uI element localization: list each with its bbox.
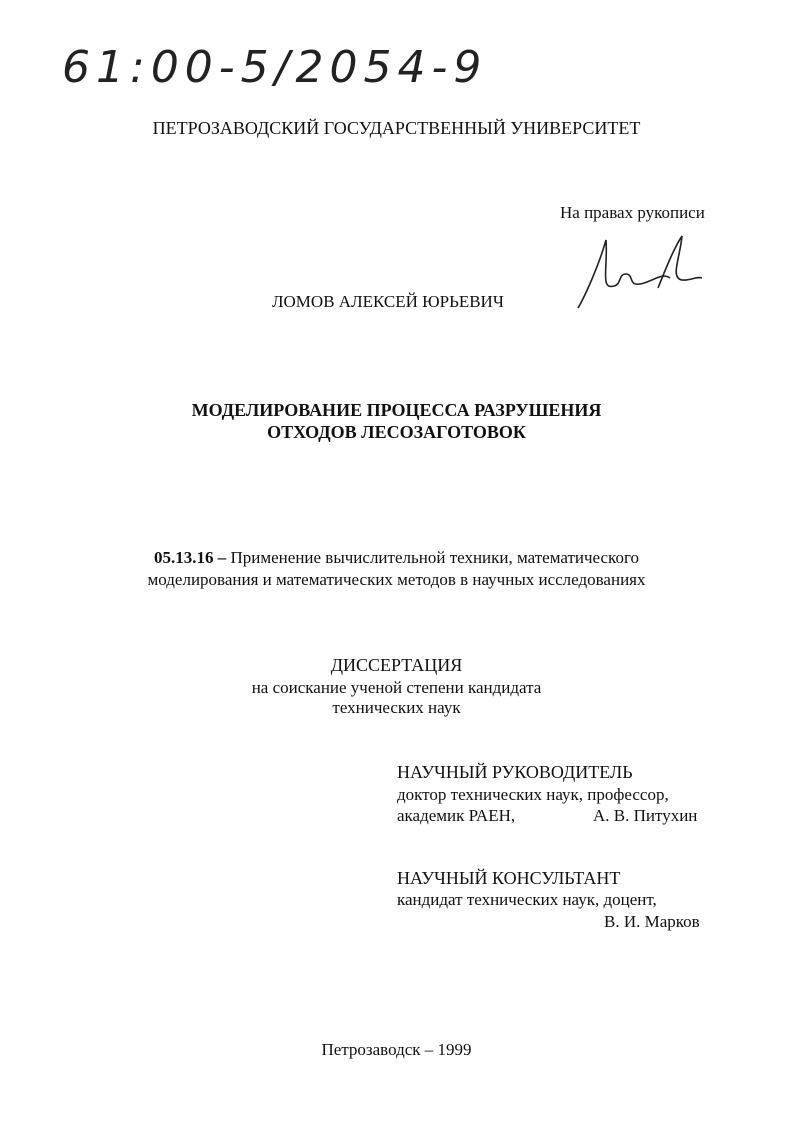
- manuscript-note: На правах рукописи: [560, 203, 705, 222]
- supervisor-degree: доктор технических наук, профессор,: [397, 785, 669, 804]
- title-line-2: ОТХОДОВ ЛЕСОЗАГОТОВОК: [267, 422, 526, 442]
- title-line-1: МОДЕЛИРОВАНИЕ ПРОЦЕССА РАЗРУШЕНИЯ: [191, 400, 602, 420]
- specialty-text-1: Применение вычислительной техники, математического: [226, 548, 639, 567]
- degree-line-2: технических наук: [332, 698, 461, 717]
- consultant-heading: НАУЧНЫЙ КОНСУЛЬТАНТ: [397, 868, 621, 888]
- place-year: Петрозаводск – 1999: [321, 1040, 472, 1059]
- specialty-line-2: моделирования и математических методов в научных исследованиях: [147, 570, 646, 589]
- specialty-line-1: [0, 548, 793, 568]
- consultant-degree: кандидат технических наук, доцент,: [397, 890, 657, 909]
- author-signature: [570, 228, 720, 318]
- supervisor-name: А. В. Питухин: [593, 806, 698, 825]
- author-name: ЛОМОВ АЛЕКСЕЙ ЮРЬЕВИЧ: [272, 292, 504, 311]
- supervisor-rank: академик РАЕН,: [397, 806, 516, 825]
- document-type: ДИССЕРТАЦИЯ: [330, 655, 463, 675]
- degree-line-1: на соискание ученой степени кандидата: [251, 678, 542, 697]
- specialty-code: 05.13.16 –: [154, 548, 227, 567]
- supervisor-heading: НАУЧНЫЙ РУКОВОДИТЕЛЬ: [397, 762, 633, 782]
- consultant-name: В. И. Марков: [604, 912, 700, 931]
- university-name: ПЕТРОЗАВОДСКИЙ ГОСУДАРСТВЕННЫЙ УНИВЕРСИТЕТ: [152, 118, 641, 138]
- handwritten-stamp: 61:00-5/2054-9: [62, 42, 488, 93]
